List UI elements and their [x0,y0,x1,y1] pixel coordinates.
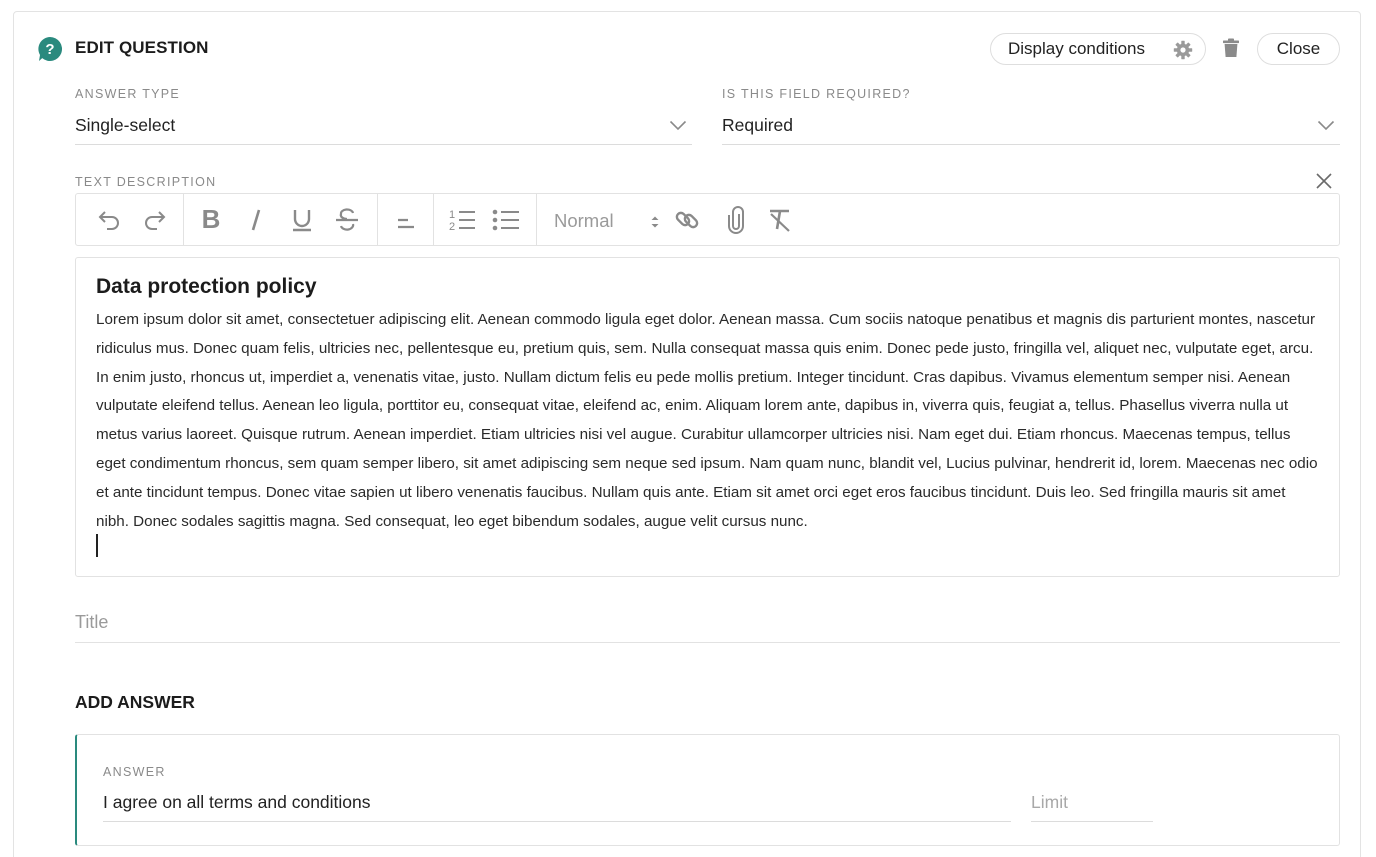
trash-icon[interactable] [1222,38,1240,58]
page-title: EDIT QUESTION [75,38,209,57]
document-heading: Data protection policy [96,275,317,298]
bold-icon [199,207,223,233]
ordered-list-icon [448,207,476,233]
answer-type-value: Single-select [75,115,176,135]
undo-icon [97,208,123,232]
history-group [76,194,184,245]
answer-card [75,734,1340,846]
chevron-down-icon [1317,119,1335,131]
title-placeholder: Title [75,612,109,632]
required-select[interactable] [722,111,1340,145]
svg-text:2: 2 [449,221,456,233]
list-group [434,194,537,245]
editor-toolbar [75,193,1340,246]
limit-placeholder: Limit [1031,792,1068,812]
text-style-group [184,194,378,245]
gear-icon [1173,40,1193,60]
clear-format-icon [767,207,793,233]
svg-text:1: 1 [449,209,456,221]
format-select[interactable]: Normal [554,210,614,231]
display-conditions-label: Display conditions [1008,39,1146,58]
bold-button[interactable] [197,206,225,234]
close-icon[interactable] [1315,172,1333,190]
add-answer-heading: ADD ANSWER [75,692,195,712]
align-icon [394,208,418,232]
answer-type-label: ANSWER TYPE [75,87,181,101]
answer-value: I agree on all terms and conditions [103,792,371,812]
bullet-list-icon [492,207,520,233]
rich-text-editor[interactable] [75,257,1340,577]
ordered-list-button[interactable] [448,206,476,234]
align-button[interactable] [392,206,420,234]
required-value: Required [722,115,794,135]
redo-button[interactable] [140,206,168,234]
italic-icon [244,207,268,233]
answer-label: ANSWER [103,765,166,779]
underline-icon [290,207,314,233]
link-icon [674,207,700,233]
title-input[interactable] [75,604,1340,643]
question-icon [37,36,63,62]
attachment-button[interactable] [722,206,750,234]
text-description-label: TEXT DESCRIPTION [75,175,217,189]
svg-text:B: B [201,207,221,233]
strikethrough-button[interactable] [333,206,361,234]
required-label: IS THIS FIELD REQUIRED? [722,87,911,101]
underline-button[interactable] [288,206,316,234]
link-button[interactable] [673,206,701,234]
strikethrough-icon [334,207,360,233]
undo-button[interactable] [96,206,124,234]
limit-input[interactable] [1031,787,1153,822]
redo-icon [141,208,167,232]
text-caret [96,534,98,557]
bullet-list-button[interactable] [492,206,520,234]
italic-button[interactable] [242,206,270,234]
attachment-icon [725,206,747,234]
updown-arrows-icon [650,214,660,230]
chevron-down-icon [669,119,687,131]
display-conditions-button[interactable] [990,33,1206,65]
svg-text:?: ? [45,41,55,58]
document-body: Lorem ipsum dolor sit amet, consectetuer adipiscing elit. Aenean commodo ligula eget dolor. Aenean massa. Cum sociis natoque penatibus et magnis dis parturient montes, nascetur ridiculus mus. Donec quam felis, ultricies nec, pellentesque eu, pretium quis, sem. Nulla consequat massa quis enim. Donec pede justo, fringilla vel, aliquet nec, vulputate eget, arcu. In enim justo, rhoncus ut, imperdiet a, venenatis vitae, justo. Nullam dictum felis eu pede mollis pretium. Integer tincidunt. Cras dapibus. Vivamus elementum semper nisi. Aenean vulputate eleifend tellus. Aenean leo ligula, porttitor eu, consequat vitae, eleifend ac, enim. Aliquam lorem ante, dapibus in, viverra quis, feugiat a, tellus. Phasellus viverra nulla ut metus varius laoreet. Quisque rutrum. Aenean imperdiet. Etiam ultricies nisi vel augue. Curabitur ullamcorper ultricies nisi. Nam eget dui. Etiam rhoncus. Maecenas tempus, tellus eget condimentum rhoncus, sem quam semper libero, sit amet adipiscing sem neque sed ipsum. Nam quam nunc, blandit vel, Lucius pulvinar, hendrerit id, lorem. Maecenas nec odio et ante tincidunt tempus. Donec vitae sapien ut libero venenatis faucibus. Nullam quis ante. Etiam sit amet orci eget eros faucibus tincidunt. Duis leo. Sed fringilla mauris sit amet nibh. Donec sodales sagittis magna. Sed consequat, leo eget bibendum sodales, augue velit cursus nunc. [96,311,1318,530]
answer-input[interactable] [103,787,1011,822]
align-group [378,194,434,245]
clear-format-button[interactable] [766,206,794,234]
close-button[interactable]: Close [1257,33,1340,65]
answer-type-select[interactable] [75,111,692,145]
